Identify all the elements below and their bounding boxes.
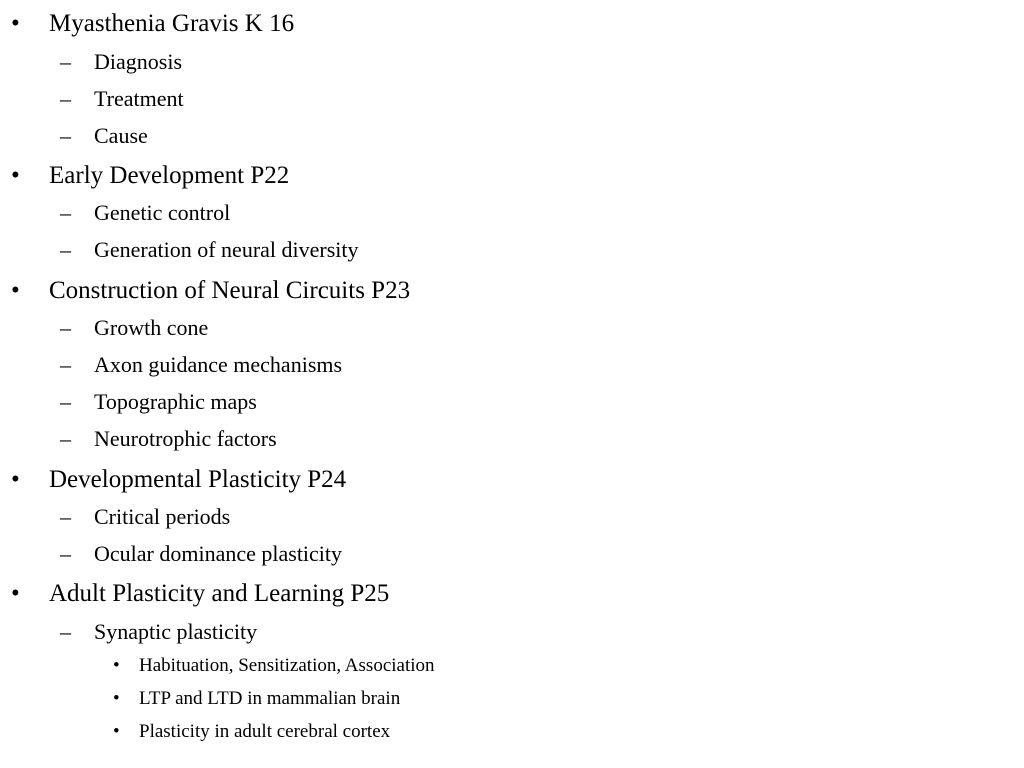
bullet-icon: • [11,10,20,37]
list-item-text: Cause [94,123,148,148]
dash-icon: – [60,541,71,566]
list-item-level1 [11,466,347,493]
list-item-level3 [113,688,401,709]
list-item-text: Habituation, Sensitization, Association [139,655,435,676]
list-item-level2 [60,504,231,529]
list-item-level2 [60,541,343,566]
list-item-level2 [60,86,184,111]
list-item-level2 [60,426,277,451]
bullet-icon: • [113,721,120,742]
bullet-icon: • [113,688,120,709]
bullet-icon: • [11,466,20,493]
dash-icon: – [60,49,71,74]
list-item-level2 [60,123,148,148]
list-item-text: Topographic maps [94,389,257,414]
list-item-text: Generation of neural diversity [94,237,359,262]
list-item-text: Neurotrophic factors [94,426,277,451]
bullet-icon: • [11,277,20,304]
list-item-text: Construction of Neural Circuits P23 [49,277,411,304]
list-item-text: LTP and LTD in mammalian brain [139,688,401,709]
list-item-level2 [60,49,182,74]
dash-icon: – [60,315,71,340]
dash-icon: – [60,504,71,529]
list-item-level2 [60,619,258,644]
list-item-level2 [60,200,231,225]
dash-icon: – [60,389,71,414]
list-item-text: Myasthenia Gravis K 16 [49,10,295,37]
list-item-level1 [11,162,290,189]
list-item-text: Adult Plasticity and Learning P25 [49,580,390,607]
dash-icon: – [60,426,71,451]
dash-icon: – [60,619,71,644]
dash-icon: – [60,123,71,148]
list-item-text: Ocular dominance plasticity [94,541,343,566]
list-item-level2 [60,315,209,340]
dash-icon: – [60,237,71,262]
list-item-level3 [113,721,391,742]
list-item-text: Developmental Plasticity P24 [49,466,347,493]
list-item-text: Critical periods [94,504,231,529]
list-item-level2 [60,237,359,262]
bullet-icon: • [113,655,120,676]
list-item-level1 [11,10,295,37]
list-item-text: Diagnosis [94,49,182,74]
list-item-level1 [11,580,390,607]
list-item-text: Growth cone [94,315,209,340]
bullet-icon: • [11,162,20,189]
dash-icon: – [60,352,71,377]
list-item-text: Synaptic plasticity [94,619,258,644]
list-item-text: Plasticity in adult cerebral cortex [139,721,391,742]
dash-icon: – [60,86,71,111]
list-item-level2 [60,352,343,377]
list-item-text: Early Development P22 [49,162,290,189]
bullet-icon: • [11,580,20,607]
list-item-text: Genetic control [94,200,231,225]
list-item-level2 [60,389,257,414]
list-item-text: Treatment [94,86,184,111]
dash-icon: – [60,200,71,225]
list-item-text: Axon guidance mechanisms [94,352,343,377]
list-item-level1 [11,277,411,304]
list-item-level3 [113,655,435,676]
